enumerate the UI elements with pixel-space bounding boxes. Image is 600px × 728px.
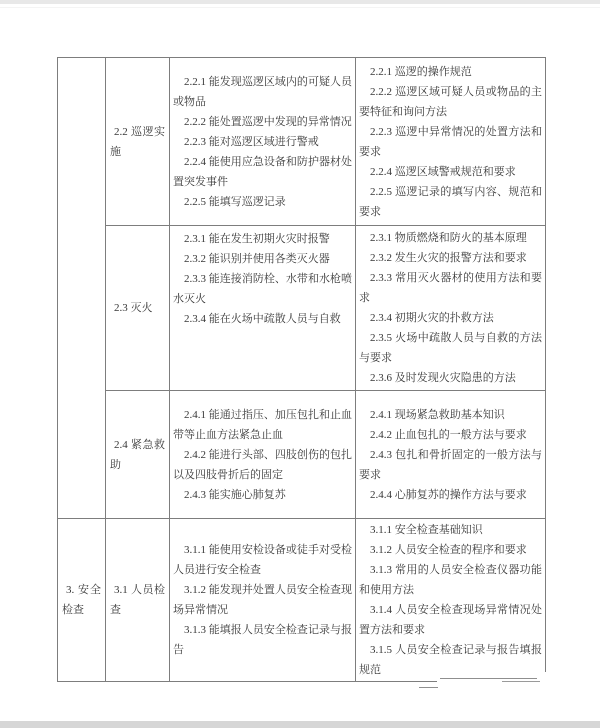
skill-item: 2.2.2 能处置巡逻中发现的异常情况	[184, 115, 352, 128]
skill-item: 2.2.1 能发现巡逻区域内的可疑人员或物品	[173, 75, 352, 108]
skill-item: 2.2.3 能对巡逻区域进行警戒	[184, 135, 319, 148]
scan-line-artifact	[440, 678, 537, 679]
table-row	[58, 226, 546, 391]
skills-cell	[170, 519, 356, 682]
table-row	[58, 391, 546, 519]
knowledge-item: 2.3.2 发生火灾的报警方法和要求	[370, 252, 527, 264]
scan-edge-strip-top	[0, 0, 600, 4]
knowledge-item: 2.2.2 巡逻区域可疑人员或物品的主要特征和询问方法	[359, 85, 542, 118]
skill-item: 2.2.5 能填写巡逻记录	[184, 195, 286, 208]
scan-edge-line-top	[0, 7, 600, 8]
knowledge-item: 2.3.6 及时发现火灾隐患的方法	[370, 372, 516, 384]
knowledge-item: 3.1.4 人员安全检查现场异常情况处置方法和要求	[359, 604, 542, 636]
table-row	[58, 58, 546, 226]
skill-item: 3.1.2 能发现并处置人员安全检查现场异常情况	[173, 584, 352, 616]
knowledge-cell	[356, 226, 546, 391]
scan-edge-strip-bottom	[0, 721, 600, 728]
duty-label: 2.3 灭火	[114, 302, 153, 314]
skill-item: 2.2.4 能使用应急设备和防护器材处置突发事件	[173, 155, 352, 188]
knowledge-item: 2.2.3 巡逻中异常情况的处置方法和要求	[359, 125, 542, 158]
duty-label: 2.2 巡逻实施	[110, 125, 165, 158]
scan-line-artifact	[419, 687, 438, 688]
skill-item: 2.3.4 能在火场中疏散人员与自救	[184, 313, 341, 325]
document-table	[57, 57, 546, 682]
function-cell	[58, 519, 106, 682]
duty-label: 3.1 人员检查	[110, 584, 165, 616]
duty-cell	[106, 391, 170, 519]
skills-cell	[170, 391, 356, 519]
knowledge-item: 3.1.3 常用的人员安全检查仪器功能和使用方法	[359, 564, 542, 596]
knowledge-item: 2.3.3 常用灭火器材的使用方法和要求	[359, 272, 542, 304]
knowledge-cell	[356, 58, 546, 226]
function-label: 3. 安全检查	[62, 584, 101, 616]
scan-line-artifact	[502, 681, 540, 682]
knowledge-item: 2.4.3 包扎和骨折固定的一般方法与要求	[359, 448, 542, 481]
skills-cell	[170, 226, 356, 391]
duty-label: 2.4 紧急救助	[110, 438, 165, 471]
scan-patch-overlay	[437, 672, 600, 704]
function-cell-empty	[58, 58, 106, 519]
knowledge-item: 2.2.5 巡逻记录的填写内容、规范和要求	[359, 185, 542, 218]
skill-item: 2.3.1 能在发生初期火灾时报警	[184, 233, 330, 245]
skill-item: 2.4.1 能通过指压、加压包扎和止血带等止血方法紧急止血	[173, 408, 352, 441]
knowledge-item: 3.1.2 人员安全检查的程序和要求	[370, 544, 527, 556]
skill-item: 3.1.3 能填报人员安全检查记录与报告	[173, 624, 352, 656]
duty-cell	[106, 519, 170, 682]
knowledge-item: 2.4.4 心肺复苏的操作方法与要求	[370, 488, 527, 501]
skill-item: 2.4.3 能实施心肺复苏	[184, 488, 286, 501]
skills-cell	[170, 58, 356, 226]
table-row	[58, 519, 546, 682]
knowledge-item: 2.2.1 巡逻的操作规范	[370, 65, 472, 78]
knowledge-item: 3.1.1 安全检查基础知识	[370, 524, 483, 536]
duty-cell	[106, 226, 170, 391]
knowledge-item: 2.3.4 初期火灾的扑救方法	[370, 312, 494, 324]
knowledge-item: 3.1.5 人员安全检查记录与报告填报规范	[359, 644, 542, 676]
knowledge-item: 2.3.5 火场中疏散人员与自救的方法与要求	[359, 332, 542, 364]
knowledge-cell	[356, 391, 546, 519]
skill-item: 3.1.1 能使用安检设备或徒手对受检人员进行安全检查	[173, 544, 352, 576]
knowledge-item: 2.3.1 物质燃烧和防火的基本原理	[370, 232, 527, 244]
skill-item: 2.4.2 能进行头部、四肢创伤的包扎以及四肢骨折后的固定	[173, 448, 352, 481]
duty-cell	[106, 58, 170, 226]
knowledge-item: 2.4.2 止血包扎的一般方法与要求	[370, 428, 527, 441]
skill-item: 2.3.3 能连接消防栓、水带和水枪喷水灭火	[173, 273, 352, 305]
skill-item: 2.3.2 能识别并使用各类灭火器	[184, 253, 330, 265]
knowledge-item: 2.2.4 巡逻区域警戒规范和要求	[370, 165, 516, 178]
knowledge-item: 2.4.1 现场紧急救助基本知识	[370, 408, 505, 421]
knowledge-cell	[356, 519, 546, 682]
